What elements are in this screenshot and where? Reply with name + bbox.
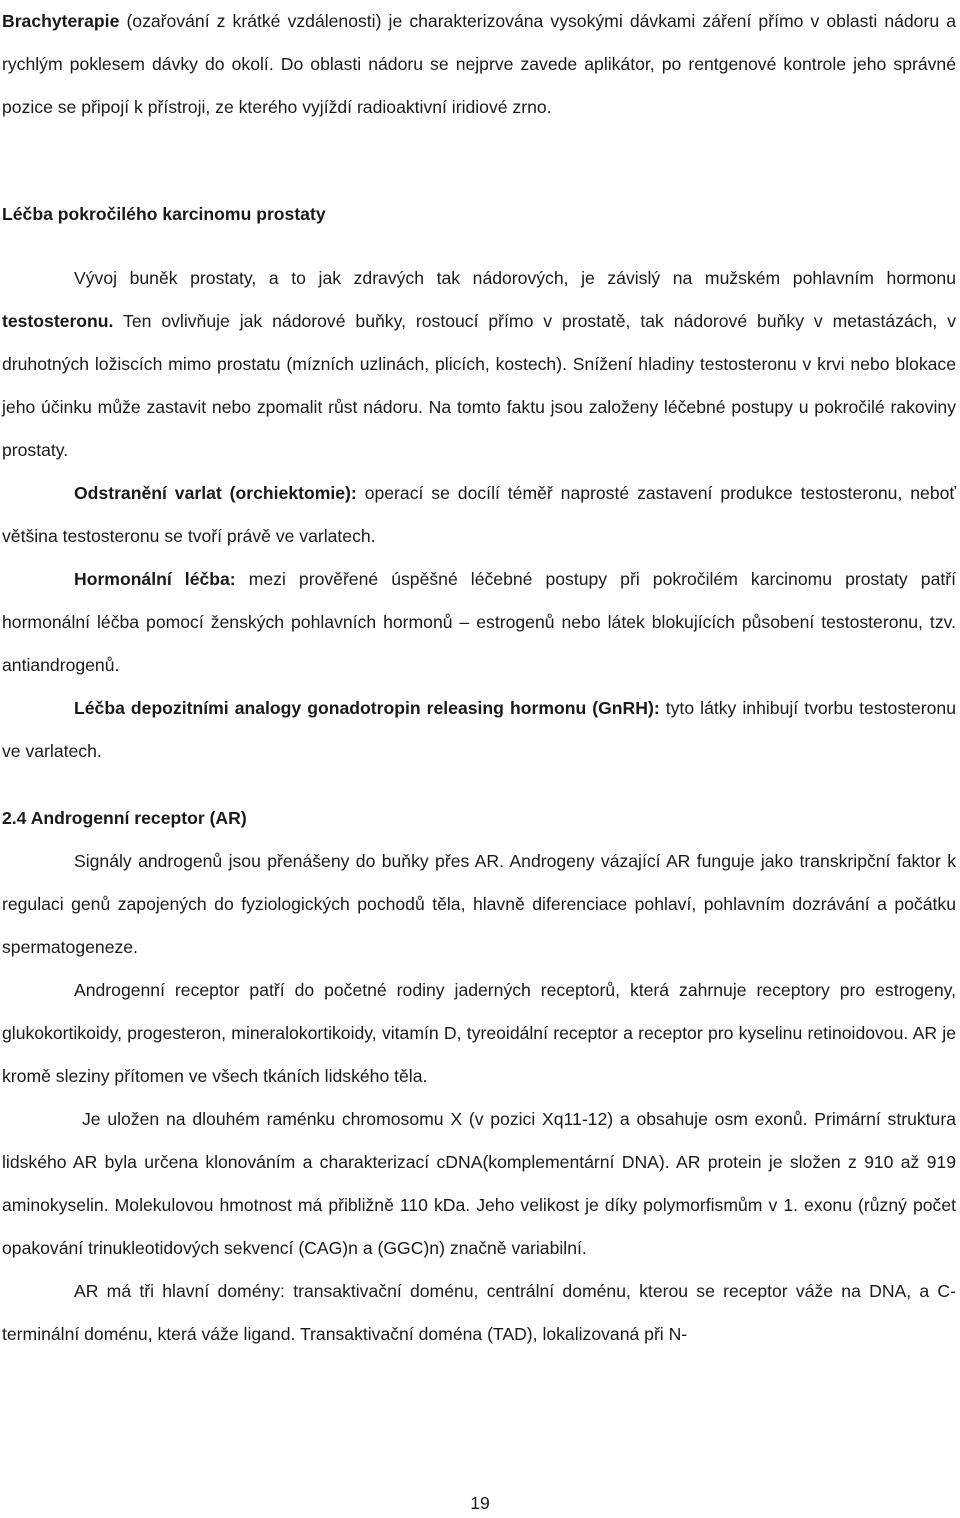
paragraph-text: Ten ovlivňuje jak nádorové buňky, rostoucí přímo v prostatě, tak nádorové buňky v metastázách, v druhotných ložiscích mimo prostatu (mízních uzlinách, plicích, kostech). Snížení hladiny testosteronu v krvi nebo blokace jeho účinku může zastavit nebo zpomalit růst nádoru. Na tomto faktu jsou založeny léčebné postupy u pokročilé rakoviny prostaty. — [2, 311, 956, 460]
paragraph-ar-domains: AR má tři hlavní domény: transaktivační doménu, centrální doménu, kterou se receptor váže na DNA, a C-terminální doménu, která váže ligand. Transaktivační doména (TAD), lokalizovaná při N- — [2, 1281, 956, 1344]
paragraph-text: tyto látky inhibují tvorbu testosteronu ve varlatech. — [2, 698, 956, 761]
paragraph-text: mezi prověřené úspěšné léčebné postupy při pokročilém karcinomu prostaty patří hormonální léčba pomocí ženských pohlavních hormonů – estrogenů nebo látek blokujících působení testosteronu, tzv. antiandrogenů. — [2, 569, 956, 675]
term-testosterone: testosteronu. — [2, 311, 114, 331]
paragraph-ar-family: Androgenní receptor patří do početné rodiny jaderných receptorů, která zahrnuje receptory pro estrogeny, glukokortikoidy, progesteron, mineralokortikoidy, vitamín D, tyreoidální receptor a receptor pro kyselinu retinoidovou. AR je kromě sleziny přítomen ve všech tkáních lidského těla. — [2, 980, 956, 1086]
paragraph-hormonal-therapy — [2, 558, 956, 687]
paragraph-ar-signals: Signály androgenů jsou přenášeny do buňky přes AR. Androgeny vázající AR funguje jako transkripční faktor k regulaci genů zapojených do fyziologických pochodů těla, hlavně diferenciace pohlaví, pohlavním dozrávání a počátku spermatogeneze. — [2, 851, 956, 957]
paragraph-text: Vývoj buněk prostaty, a to jak zdravých tak nádorových, je závislý na mužském pohlavním hormonu — [74, 268, 956, 288]
section-heading-androgen-receptor: 2.4 Androgenní receptor (AR) — [2, 808, 247, 828]
paragraph-brachytherapy — [2, 0, 956, 129]
paragraph-text: (ozařování z krátké vzdálenosti) je charakterizována vysokými dávkami záření přímo v oblasti nádoru a rychlým poklesem dávky do okolí. Do oblasti nádoru se nejprve zavede aplikátor, po rentgenové kontrole jeho správné pozice se připojí k přístroji, ze kterého vyjíždí radioaktivní iridiové zrno. — [2, 11, 956, 117]
term-orchiectomy: Odstranění varlat (orchiektomie): — [74, 483, 357, 503]
spacer — [2, 129, 956, 193]
spacer — [2, 236, 956, 257]
term-hormonal-therapy: Hormonální léčba: — [74, 569, 236, 589]
paragraph-testosterone — [2, 257, 956, 472]
spacer — [2, 773, 956, 797]
paragraph-ar-chromosome: Je uložen na dlouhém raménku chromosomu X (v pozici Xq11-12) a obsahuje osm exonů. Primární struktura lidského AR byla určena klonováním a charakterizací cDNA(komplementární DNA). AR protein je složen z 910 až 919 aminokyselin. Molekulovou hmotnost má přibližně 110 kDa. Jeho velikost je díky polymorfismům v 1. exonu (různý počet opakování trinukleotidových sekvencí (CAG)n a (GGC)n) značně variabilní. — [2, 1109, 956, 1258]
term-gnrh: Léčba depozitními analogy gonadotropin releasing hormonu (GnRH): — [74, 698, 660, 718]
paragraph-text: operací se docílí téměř naprosté zastavení produkce testosteronu, neboť většina testosteronu se tvoří právě ve varlatech. — [2, 483, 956, 546]
page-number: 19 — [470, 1493, 490, 1513]
term-brachytherapy: Brachyterapie — [2, 11, 120, 31]
paragraph-orchiectomy — [2, 472, 956, 558]
paragraph-gnrh — [2, 687, 956, 773]
section-heading-advanced-treatment: Léčba pokročilého karcinomu prostaty — [2, 204, 326, 224]
